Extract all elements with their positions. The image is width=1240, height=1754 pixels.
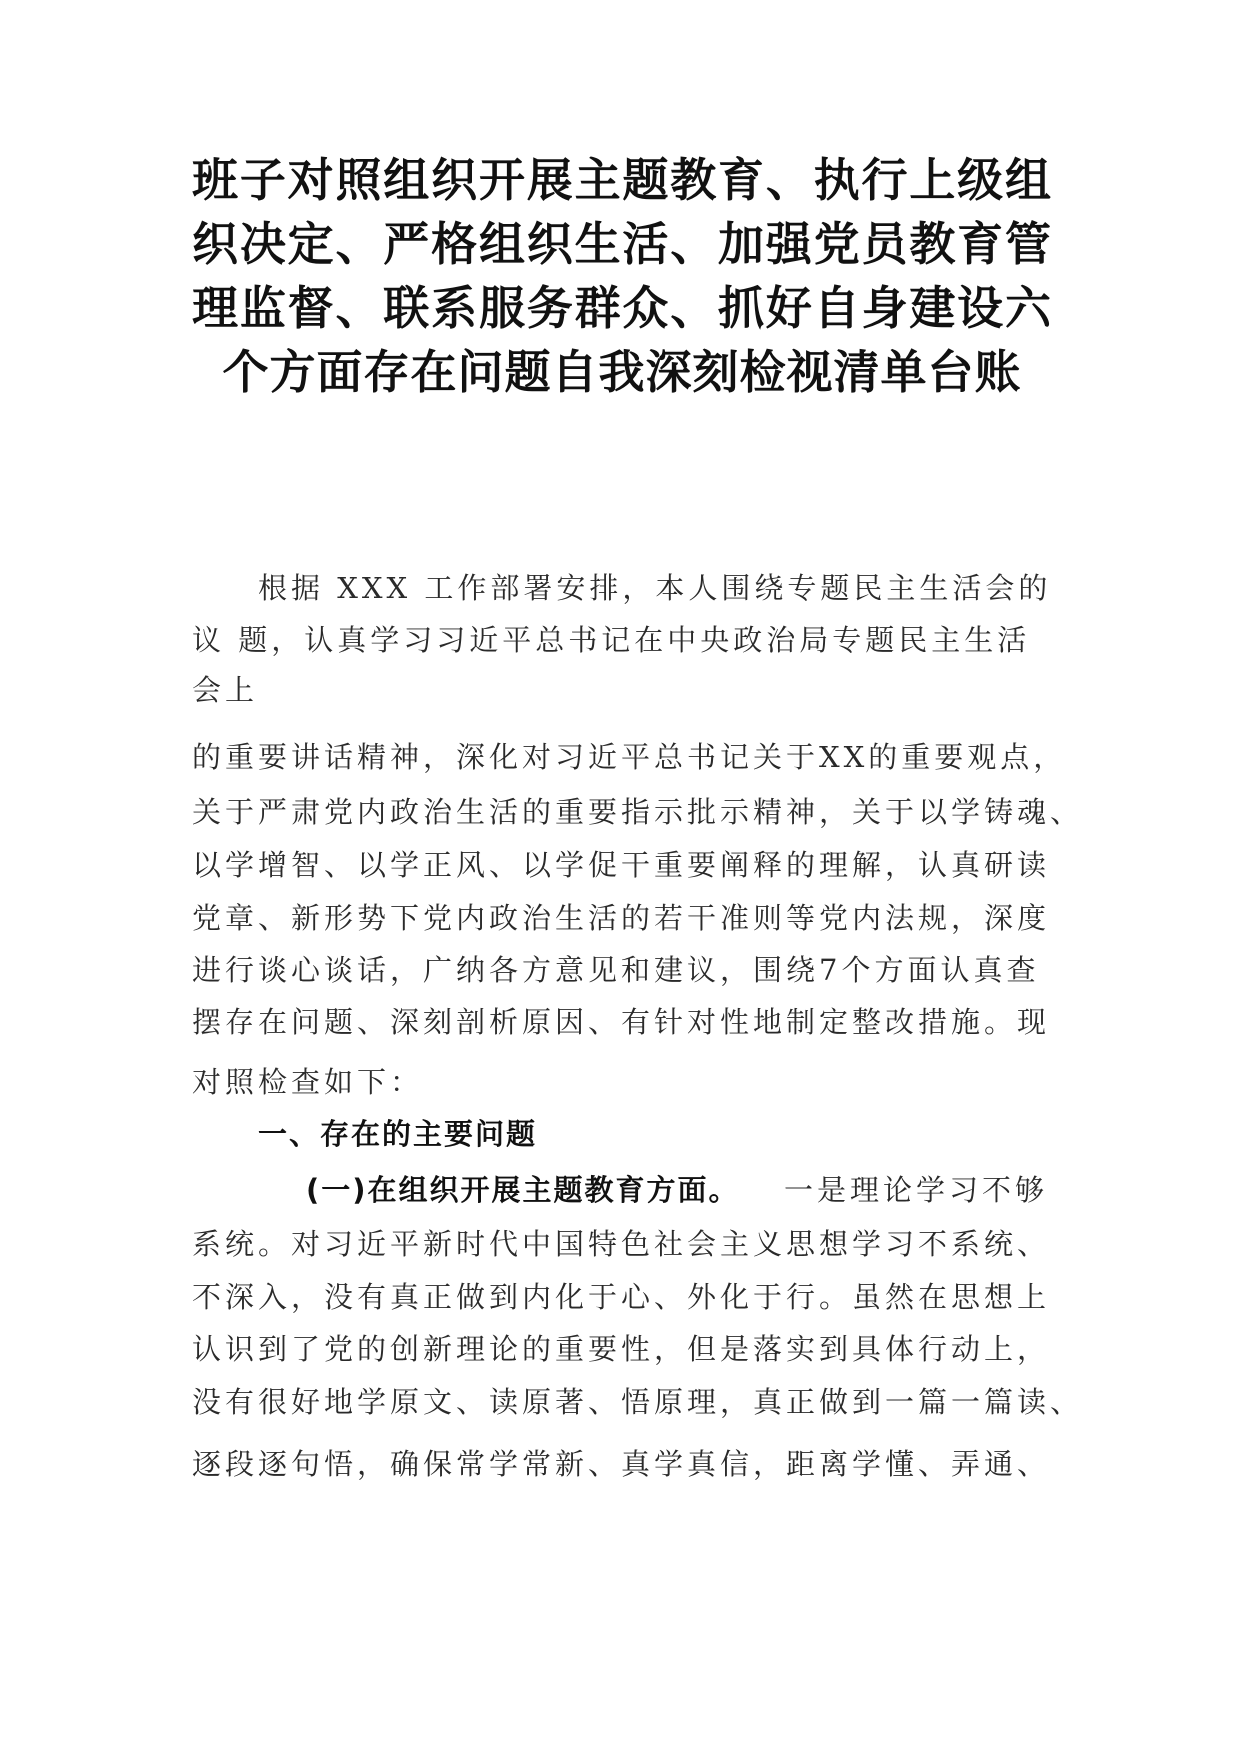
- subsection-text: 一是理论学习不够: [783, 1173, 1048, 1207]
- body-line: 没有很好地学原文、读原著、悟原理，真正做到一篇一篇读、: [192, 1385, 1084, 1419]
- subsection-first-line: [306, 1168, 1048, 1209]
- intro-line: 议 题，认真学习习近平总书记在中央政治局专题民主生活: [192, 623, 1031, 657]
- document-title: 班子对照组织开展主题教育、执行上级组织决定、严格组织生活、加强党员教育管理监督、联系服务群众、抓好自身建设六个方面存在问题自我深刻检视清单台账: [192, 153, 1052, 399]
- intro-line: 关于严肃党内政治生活的重要指示批示精神，关于以学铸魂、: [192, 795, 1084, 829]
- intro-line: 进行谈心谈话，广纳各方意见和建议，围绕7个方面认真查: [192, 953, 1040, 987]
- subsection-heading: (一)在组织开展主题教育方面。: [306, 1173, 740, 1207]
- intro-line: 摆存在问题、深刻剖析原因、有针对性地制定整改措施。现: [192, 1005, 1051, 1039]
- section-heading: 一、存在的主要问题: [258, 1117, 538, 1151]
- body-line: 不深入，没有真正做到内化于心、外化于行。虽然在思想上: [192, 1280, 1051, 1314]
- intro-line: 党章、新形势下党内政治生活的若干准则等党内法规，深度: [192, 901, 1051, 935]
- body-line: 系统。对习近平新时代中国特色社会主义思想学习不系统、: [192, 1227, 1051, 1261]
- intro-line: 对照检查如下：: [192, 1065, 424, 1099]
- body-line: 认识到了党的创新理论的重要性，但是落实到具体行动上，: [192, 1332, 1051, 1366]
- intro-line: 以学增智、以学正风、以学促干重要阐释的理解，认真研读: [192, 848, 1051, 882]
- intro-line: 会上: [192, 673, 259, 707]
- body-line: 逐段逐句悟，确保常学常新、真学真信，距离学懂、弄通、: [192, 1447, 1051, 1481]
- intro-line: 的重要讲话精神，深化对习近平总书记关于XX的重要观点，: [192, 740, 1067, 774]
- intro-line: 根据 XXX 工作部署安排，本人围绕专题民主生活会的: [258, 571, 1052, 605]
